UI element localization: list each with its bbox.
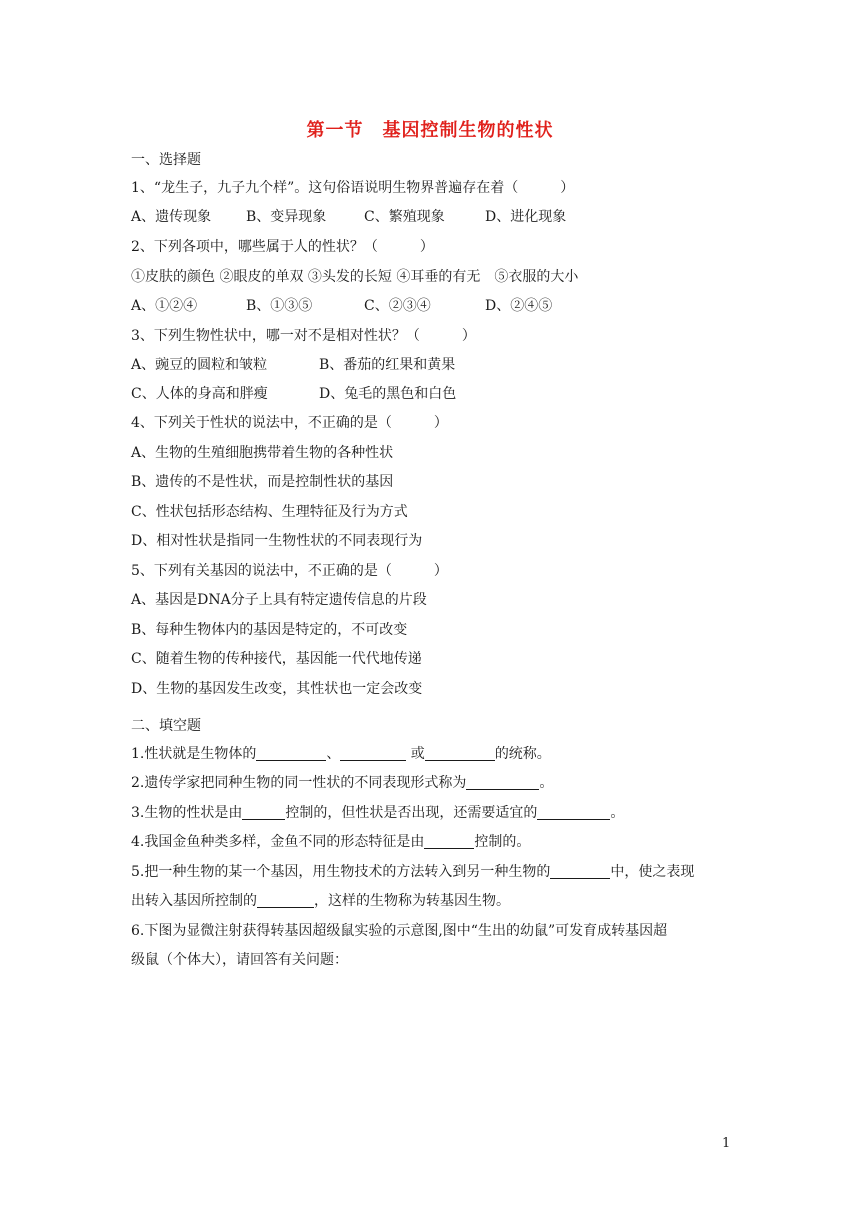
option-c: C、繁殖现象 <box>364 209 445 225</box>
option-c: C、②③④ <box>364 298 431 314</box>
option-a: A、①②④ <box>131 298 198 314</box>
question-5-option-d: D、生物的基因发生改变，其性状也一定会改变 <box>131 681 423 697</box>
question-4-option-d: D、相对性状是指同一生物性状的不同表现行为 <box>131 533 423 549</box>
option-d: D、②④⑤ <box>485 298 553 314</box>
fill-question-5-line2: 出转入基因所控制的 ，这样的生物称为转基因生物。 <box>131 893 510 909</box>
fill-question-1: 1.性状就是生物体的 、 或 的统称。 <box>131 746 551 762</box>
answer-blank <box>256 746 326 761</box>
question-5-option-c: C、随着生物的传种接代，基因能一代代地传递 <box>131 651 422 667</box>
fill-question-6-line1: 6.下图为显微注射获得转基因超级鼠实验的示意图,图中“生出的幼鼠”可发育成转基因超 <box>131 923 668 939</box>
answer-blank <box>425 746 495 761</box>
question-4-option-a: A、生物的生殖细胞携带着生物的各种性状 <box>131 445 394 461</box>
option-c: C、人体的身高和胖瘦 <box>131 386 268 402</box>
answer-blank <box>550 864 610 879</box>
fill-question-6-line2: 级鼠（个体大），请回答有关问题： <box>131 952 348 968</box>
option-a: A、遗传现象 <box>131 209 212 225</box>
question-5-stem: 5、下列有关基因的说法中，不正确的是（ ） <box>131 563 448 579</box>
question-1-stem: 1、“龙生子，九子九个样”。这句俗语说明生物界普遍存在着（ ） <box>131 180 575 196</box>
option-a: A、豌豆的圆粒和皱粒 <box>131 357 268 373</box>
question-4-option-c: C、性状包括形态结构、生理特征及行为方式 <box>131 504 408 520</box>
answer-blank <box>466 775 539 790</box>
section-heading-fill: 二、填空题 <box>131 718 201 734</box>
question-5-option-b: B、每种生物体内的基因是特定的，不可改变 <box>131 622 408 638</box>
question-4-option-b: B、遗传的不是性状，而是控制性状的基因 <box>131 474 394 490</box>
option-b: B、番茄的红果和黄果 <box>319 357 456 373</box>
option-b: B、①③⑤ <box>246 298 313 314</box>
fill-question-5-line1: 5.把一种生物的某一个基因，用生物技术的方法转入到另一种生物的 中，使之表现 <box>131 864 695 880</box>
fill-question-3: 3.生物的性状是由 控制的，但性状是否出现，还需要适宜的 。 <box>131 805 625 821</box>
question-5-option-a: A、基因是DNA分子上具有特定遗传信息的片段 <box>131 592 427 608</box>
option-b: B、变异现象 <box>246 209 327 225</box>
answer-blank <box>537 805 610 820</box>
question-4-stem: 4、下列关于性状的说法中，不正确的是（ ） <box>131 415 448 431</box>
answer-blank <box>242 805 285 820</box>
question-3-stem: 3、下列生物性状中，哪一对不是相对性状？（ ） <box>131 328 476 344</box>
option-d: D、兔毛的黑色和白色 <box>319 386 457 402</box>
question-2-items: ①皮肤的颜色 ②眼皮的单双 ③头发的长短 ④耳垂的有无 ⑤衣服的大小 <box>131 269 579 285</box>
page-number: 1 <box>722 1136 731 1151</box>
option-d: D、进化现象 <box>485 209 567 225</box>
question-2-stem: 2、下列各项中，哪些属于人的性状？（ ） <box>131 239 434 255</box>
page-title: 第一节 基因控制生物的性状 <box>306 120 554 141</box>
answer-blank <box>424 834 474 849</box>
fill-question-4: 4.我国金鱼种类多样，金鱼不同的形态特征是由 控制的。 <box>131 834 531 850</box>
answer-blank <box>257 893 314 908</box>
answer-blank <box>340 746 406 761</box>
section-heading-choice: 一、选择题 <box>131 152 201 168</box>
fill-question-2: 2.遗传学家把同种生物的同一性状的不同表现形式称为 。 <box>131 775 554 791</box>
